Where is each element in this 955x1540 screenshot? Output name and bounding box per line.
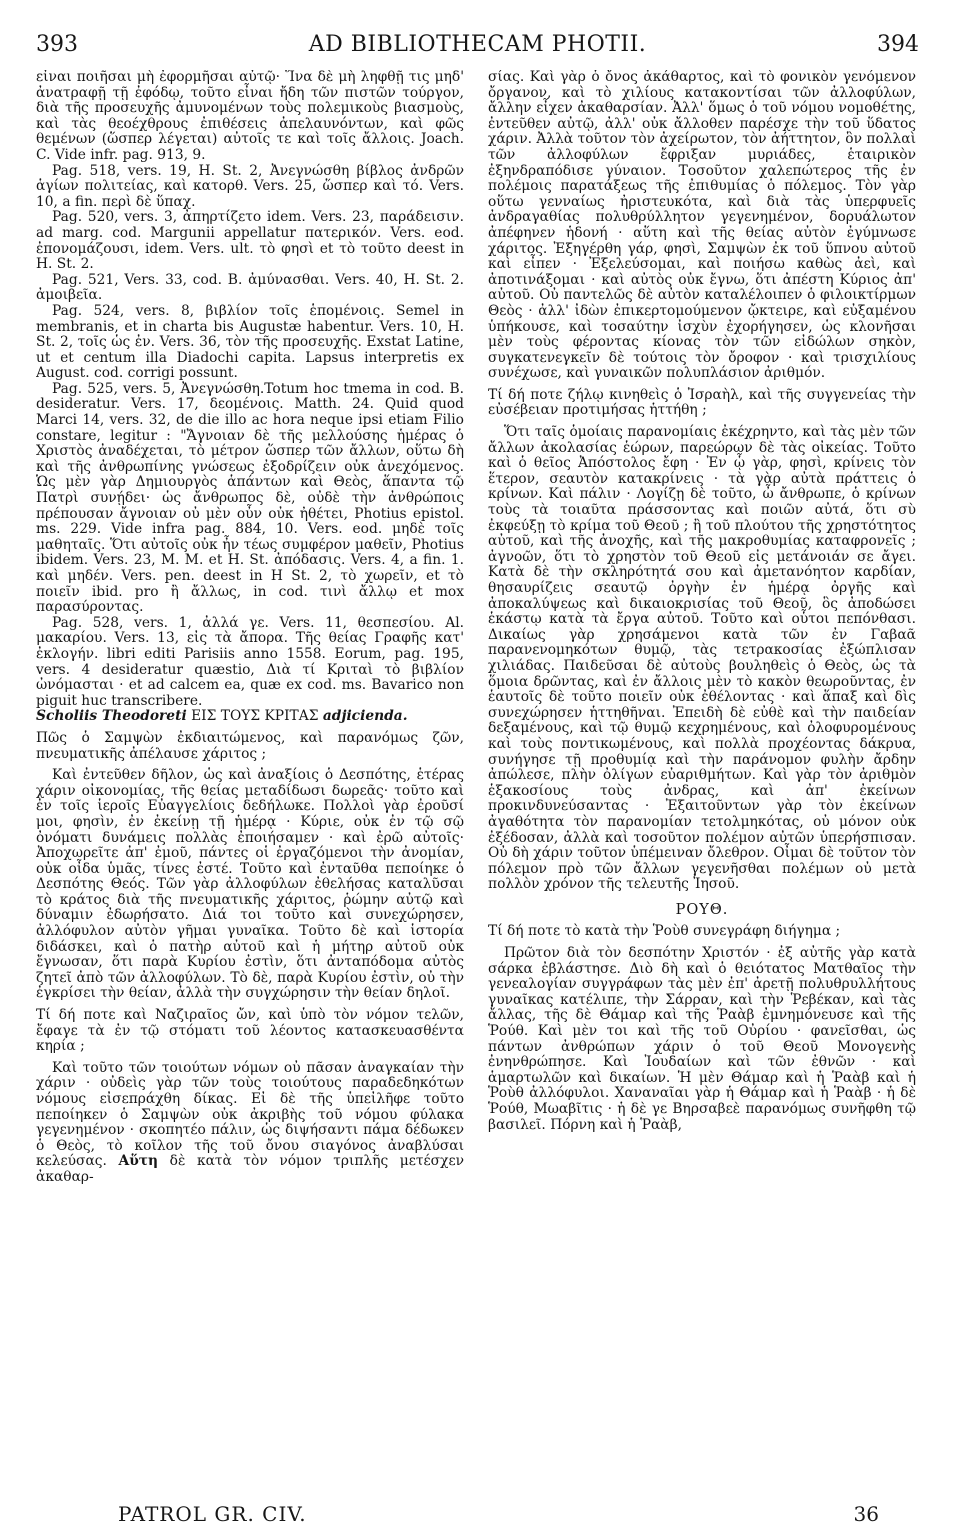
running-title: AD BIBLIOTHECAM PHOTII. bbox=[308, 32, 647, 57]
answer-ruth: Πρῶτον διὰ τὸν δεσπότην Χριστόν · ἐξ αὐτῆς γὰρ κατὰ σάρκα ἐβλάστησε. Διὸ δὴ καὶ ὁ θειότατος Ματθαῖος τὴν γενεαλογίαν συγγράφων τὰς μὲν ἐπ' ἀρετῇ πολυθρυλλήτους γυναῖκας κατέλιπε, τὴν Σάρραν, καὶ τὴν Ῥεβέκαν, καὶ τὰς ἄλλας, τῆς δὲ Θάμαρ καὶ τῆς Ῥαὰβ ἐμνημόνευσε καὶ τῆς Ῥούθ. Καὶ μὲν τοι καὶ τῆς τοῦ Οὐρίου · φανεῖσθαι, ὡς πάντων ἀνθρώπων χάριν ὁ τοῦ Θεοῦ Μονογενὴς ἐνηνθρώπησε. Καὶ Ἰουδαίων καὶ τῶν ἐθνῶν · καὶ ἁμαρτωλῶν καὶ δικαίων. Ἡ μὲν Θάμαρ καὶ ἡ Ῥαὰβ καὶ ἡ Ῥοὺθ ἀλλόφυλοι. Χαναναῖαι γὰρ ἡ Θάμαρ καὶ ἡ Ῥαὰβ · ἡ δὲ Ῥούθ, Μωαβῖτις · ἡ δὲ γε Βηρσαβεὲ παρανόμως συνῆφθη τῷ βασιλεῖ. Πόρνη καὶ ἡ Ῥαὰβ, bbox=[488, 945, 916, 1133]
section-heading-ruth: ΡΟΥΘ. bbox=[675, 901, 729, 918]
page-number-right: 394 bbox=[877, 32, 919, 57]
scholia-heading bbox=[36, 709, 464, 725]
left-paragraph-1: εἶναι ποιῆσαι μὴ ἐφορμῆσαι αὐτῷ· Ἵνα δὲ μὴ ληφθῇ τις μηδ' ἀνατραφῇ τῇ ἐφόδῳ, τοῦτο εἶναι ἤδη τῶν πιστῶν τούργον, διὰ τῆς προσευχῆς ἀμυνομένων τοὺς πολεμικοὺς βιασμοὺς, καὶ τὰς θεοέχθρους ἐπιθέσεις ἀπελαυνόντων, καὶ φῶς θεμένων (ὥσπερ λέγεται) αὐτοῖς τε καὶ τοῖς ἄλλοις. Joach. C. Vide infr. pag. 913, 9. bbox=[36, 70, 464, 163]
right-paragraph-1: σίας. Καὶ γὰρ ὁ ὄνος ἀκάθαρτος, καὶ τὸ φονικὸν γενόμενον ὄργανον, καὶ τὸ χιλίους κατακοντίσαι τῶν ἀλλοφύλων, ἄλλην εἶχεν ἀκαθαρσίαν. Ἀλλ' ὅμως ὁ τοῦ νόμου νομοθέτης, ἐντεῦθεν αὐτῷ, ἀλλ' οὐκ ἄλλοθεν παρέσχε τὴν τοῦ ὕδατος χάριν. Ἀλλὰ τοῦτον τὸν ἀχείρωτον, τὸν ἀήττητον, ὃν πολλαὶ τῶν ἀλλοφύλων ἔφριξαν μυριάδες, ἑταιρικὸν ἐξηνδραπόδισε γύναιον. Τοσοῦτον χαλεπώτερος τῆς ἐν πολέμοις παρατάξεως τῆς ἐπιθυμίας ὁ πόλεμος. Τὸν γὰρ οὕτω γενναίως ἠριστευκότα, καὶ διὰ τὰς ὑπερφυεῖς ἀνδραγαθίας πολυθρύλλητον γεγενημένον, δορυάλωτον ἀπέφηνεν ἡδονή · αὕτη καὶ τῆς θείας αὐτὸν ἐγύμνωσε χάριτος. Ἐξηγέρθη γάρ, φησὶ, Σαμψὼν ἐκ τοῦ ὕπνου αὐτοῦ καὶ εἶπεν · Ἐξελεύσομαι, καὶ ποιήσω καθὼς ἀεὶ, καὶ ἀποτινάξομαι · καὶ αὐτὸς οὐκ ἔγνω, ὅτι ἀπέστη Κύριος ἀπ' αὐτοῦ. Οὐ παντελῶς δὲ αὐτὸν καταλέλοιπεν ὁ φιλοικτίρμων Θεὸς · ἀλλ' ἰδὼν ἐπικερτομούμενον ᾤκτειρε, καὶ εὐξαμένου ὑπήκουσε, καὶ τοσαύτην ἰσχὺν ἐχορήγησεν, ὡς κλονῆσαι μὲν τοὺς φέροντας κίονας τὸν τῶν εἰδώλων σηκὸν, συγκατενεγκεῖν δὲ τούτοις τὸν ὄροφον · καὶ τρισχιλίους συνέχωσε, καὶ γυναικῶν πολυπλάσιον ἀριθμόν. bbox=[488, 70, 916, 382]
note-pag-528: Pag. 528, vers. 1, ἀλλά γε. Vers. 11, θεσπεσίου. Al. μακαρίου. Vers. 13, εἰς τὰ ἄπορα. Τῆς θείας Γραφῆς κατ' ἐκλογήν. libri editi Parisiis anno 1558. Eorum, pag. 195, vers. 4 desideratur quæstio, Διὰ τί Κριταὶ τὸ βιβλίον ὠνόμασται · et ad calcem ea, quæ ex cod. ms. Bavarico non piguit huc transcribere. bbox=[36, 614, 464, 709]
scholia-heading-lead: Scholiis Theodoreti bbox=[36, 708, 187, 725]
answer-nazirite-end: δὲ κατὰ τὸν νόμον τριπλῆς μετέσχεν ἀκαθαρ- bbox=[36, 1153, 464, 1185]
answer-nazirite bbox=[36, 1061, 464, 1186]
question-samson-grace: Πῶς ὁ Σαμψὼν ἐκδιαιτώμενος, καὶ παρανόμως ζῶν, πνευματικῆς ἀπέλαυσε χάριτος ; bbox=[36, 729, 464, 762]
page-footer bbox=[36, 1502, 919, 1532]
note-pag-521: Pag. 521, Vers. 33, cod. B. ἀμύνασθαι. Vers. 40, H. St. 2. ἀμοιβεῖα. bbox=[36, 271, 464, 304]
question-nazirite: Τί δή ποτε καὶ Ναζιραῖος ὤν, καὶ ὑπὸ τὸν νόμον τελῶν, ἔφαγε τὰ ἐν τῷ στόματι τοῦ λέοντος κατασκευασθέντα κηρία ; bbox=[36, 1007, 464, 1055]
answer-nazirite-text: Καὶ τοῦτο τῶν τοιούτων νόμων οὐ πᾶσαν ἀναγκαίαν τὴν χάριν · οὐδεὶς γὰρ τῶν τοὺς τοιούτους παραδεδηκότων νόμους εἰσεπράχθη δίκας. Εἰ δὲ τῆς ὑπεἰλῆφε τοῦτο πεποίηκεν ὁ Σαμψὼν οὐκ ἀκριβὴς τοῦ νόμου φύλακα γεγενημένον · σκοπητέο πάλιν, ὡς διψήσαντι πάμα δέδωκεν ὁ Θεὸς, τὸ κοῖλον τῆς τοῦ ὄνου σιαγόνος ἀναβλύσαι κελεύσας. bbox=[36, 1059, 464, 1170]
note-pag-525: Pag. 525, vers. 5, Ἀνεγνώσθη.Totum hoc tmema in cod. B. desideratur. Vers. 17, δεομένοις. Matth. 24. Quid quod Marci 14, vers. 32, de die illo ac hora neque ipsi etiam Filio constare, legitur : "Ἄγνοιαν δὲ τῆς μελλούσης ἡμέρας ὁ Χριστὸς ἀναδέχεται, τὸ μέτρον ὥσπερ τῶν ἄλλων, οὕτω δὴ καὶ τῆς ἀνθρωπίνης γνώσεως ἐξοδρίζειν οὐκ ἀνεχόμενος. Ὡς μὲν γὰρ Δημιουργὸς ἁπάντων καὶ Θεὸς, ἅπαντα τῷ Πατρὶ συνῄδει· ὡς ἄνθρωπος δὲ, οὐδὲ τὴν ἀνθρώποις πρέπουσαν ἄγνοιαν οὐ μὲν οὖν οὐκ ἠθέτει, Photius epistol. ms. 229. Vide infra pag. 884, 10. Vers. eod. μηδὲ τοῖς μαθηταῖς. Ὅτι αὐτοῖς οὐκ ἦν τέως συμφέρον μαθεῖν, Photius ibidem. Vers. 23, M. M. et H. St. ἀπόδασις. Vers. 4, a fin. 1. καὶ μηδέν. Vers. pen. deest in H St. 2, τὸ χωρεῖν, et τὸ ποιεῖν ibid. pro ἢ ἄλλως, in cod. τινὶ ἄλλῳ et mox παρασύροντας. bbox=[36, 380, 464, 616]
page-header bbox=[36, 20, 919, 60]
right-column bbox=[488, 70, 916, 1510]
scholia-heading-tail: adjicienda. bbox=[322, 708, 408, 725]
answer-samson-grace: Καὶ ἐντεῦθεν δῆλον, ὡς καὶ ἀναξίοις ὁ Δεσπότης, ἑτέρας χάριν οἰκονομίας, τῆς θείας μεταδίδωσι δωρεᾶς· τοῦτο καὶ ἐν τοῖς ἱεροῖς Εὐαγγελίοις δεδήλωκε. Πολλοὶ γὰρ ἐροῦσί μοι, φησὶν, ἐν ἐκείνῃ τῇ ἡμέρᾳ · Κύριε, οὐκ ἐν τῷ σῷ ὀνόματι δυνάμεις πολλὰς ἐποιήσαμεν · καὶ ἐρῶ αὐτοῖς· Ἀποχωρεῖτε ἀπ' ἐμοῦ, πάντες οἱ ἐργαζόμενοι τὴν ἀνομίαν, οὐκ οἶδα ὑμᾶς, τίνες ἐστέ. Τοῦτο καὶ ἐνταῦθα πεποίηκε ὁ Δεσπότης Θεός. Τῶν γὰρ ἀλλοφύλων ἐθελήσας καταλῦσαι τὸ κράτος διὰ τῆς πνευματικῆς χάριτος, ῥώμην αὐτῷ καὶ δύναμιν ἐδωρήσατο. Διά τοι τοῦτο καὶ συνεχώρησεν, ἀλλόφυλον αὐτὸν γῆμαι γυναῖκα. Τοῦτο δὲ καὶ ἱστορία διδάσκει, καὶ ὁ πατὴρ αὐτοῦ καὶ ἡ μήτηρ αὐτοῦ οὐκ ἔγνωσαν, ὅτι παρὰ Κυρίου ἐστὶν, ὅτι ἀνταπόδομα αὐτὸς ζητεῖ ἀπὸ τῶν ἀλλοφύλων. Τὸ δὲ, παρὰ Κυρίου ἐστὶν, οὐ τὴν ἐγκρίσει τὴν θείαν, ἀλλὰ τὴν συγχώρησιν τὴν θείαν δηλοῖ. bbox=[36, 767, 464, 1002]
footer-signature: PATROL GR. CIV. bbox=[118, 1502, 307, 1526]
note-pag-520: Pag. 520, vers. 3, ἀπηρτίζετο idem. Vers. 23, παράδεισιν. ad marg. cod. Margunii appellatur πατερικόν. Vers. eod. ἐπονομάζουσι, idem. Vers. ult. τὸ φησὶ et τὸ τοῦτο deest in H. St. 2. bbox=[36, 209, 464, 273]
left-column bbox=[36, 70, 464, 1510]
note-pag-518: Pag. 518, vers. 19, H. St. 2, Ἀνεγνώσθη βίβλος ἀνδρῶν ἁγίων πολιτείας, καὶ κατορθ. Vers. 25, ὥσπερ καὶ τό. Vers. 10, a fin. περὶ δὲ ὕπαχ. bbox=[36, 162, 464, 210]
note-pag-524: Pag. 524, vers. 8, βιβλίον τοῖς ἑπομένοις. Semel in membranis, et in charta bis Augustæ habentur. Vers. 10, H. St. 2, τοῖς ὡς ἐν. Vers. 36, τὸν τῆς προσευχῆς. Exstat Latine, ut et centum illa Diadochi capita. Lapsus interpretis ex August. cod. corrigi possunt. bbox=[36, 302, 464, 382]
footer-sheet-number: 36 bbox=[853, 1502, 879, 1526]
question-israel-defeat: Τί δή ποτε ζήλῳ κινηθεὶς ὁ Ἰσραὴλ, καὶ τῆς συγγενείας τὴν εὐσέβειαν προτιμήσας ἡττήθη ; bbox=[488, 386, 916, 419]
page-number-left: 393 bbox=[36, 32, 78, 57]
answer-nazirite-bold-word: Αὕτη bbox=[118, 1153, 159, 1170]
answer-israel-defeat: Ὅτι ταῖς ὁμοίαις παρανομίαις ἐκέχρηντο, καὶ τὰς μὲν τῶν ἄλλων ἀκολασίας ἑώρων, παρεώρων δὲ τὰς οἰκείας. Τοῦτο καὶ ὁ θεῖος Ἀπόστολος ἔφη · Ἐν ᾧ γὰρ, φησὶ, κρίνεις τὸν ἕτερον, σεαυτὸν κατακρίνεις · τὰ γὰρ αὐτὰ πράττεις ὁ κρίνων. Καὶ πάλιν · Λογίζῃ δὲ τοῦτο, ὦ ἄνθρωπε, ὁ κρίνων τοὺς τὰ τοιαῦτα πράσσοντας καὶ ποιῶν αὐτά, ὅτι σὺ ἐκφεύξῃ τὸ κρίμα τοῦ Θεοῦ ; ἢ τοῦ πλούτου τῆς χρηστότητος αὐτοῦ, καὶ τῆς ἀνοχῆς, καὶ τῆς μακροθυμίας καταφρονεῖς ; ἀγνοῶν, ὅτι τὸ χρηστὸν τοῦ Θεοῦ εἰς μετάνοιάν σε ἄγει. Κατὰ δὲ τὴν σκληρότητά σου καὶ ἀμετανόητον καρδίαν, θησαυρίζεις σεαυτῷ ὀργὴν ἐν ἡμέρᾳ ὀργῆς καὶ ἀποκαλύψεως καὶ δικαιοκρισίας τοῦ Θεοῦ, ὃς ἀποδώσει ἑκάστῳ κατὰ τὰ ἔργα αὐτοῦ. Τοῦτο καὶ οὗτοι πεπόνθασι. Δικαίως γὰρ χρησάμενοι κατὰ τῶν ἐν Γαβαᾶ παρανενομηκότων θυμῷ, τὰς τετρακοσίας ἐξώπλισαν χιλιάδας. Παιδεῦσαι δὲ αὐτοὺς βουληθεὶς ὁ Θεὸς, ὡς τὰ ὅμοια δρῶντας, καὶ ἐν ἄλλοις μὲν τὸ κακὸν θεωροῦντας, ἐν ἑαυτοῖς δὲ τοῦτο ποιεῖν οὐκ ἐθέλοντας · καὶ ἅπαξ καὶ δὶς συνεχώρησεν ἡττηθῆναι. Ἐπειδὴ δὲ εὐθὲ καὶ τὴν παιδείαν δεξαμένους, καὶ τῷ θυμῷ κεχρημένους, καὶ ὀλοφυρομένους καὶ τοὺς ποντικωμένους, καὶ πολλὰ προχέοντας δάκρυα, συνήγησε τῇ προθυμίᾳ καὶ τὴν παράνομον φυλὴν ἄρδην ἀπώλεσε, πλὴν ὀλίγων εὐαριθμήτων. Καὶ γὰρ τὸν ἀριθμὸν ἑξακοσίους τοὺς ἀνδρας, καὶ ἀπ' ἐκείνων προκινδυνεύσαντας · Ἐξαιτοῦντων γὰρ τὸν ἐκείνων ἀγαθότητα τὸν παρανομίαν τετολμηκότας, οὐ μόνον οὐκ ἐξέδοσαν, ἀλλὰ καὶ τοσοῦτον πολέμον αὐτῶν ὑπερήσπισαν. Οὐ δὴ χάριν τοῦτον ὑπέμειναν ὄλεθρον. Οἶμαι δὲ τοῦτον τὸν πόλεμον πρὸ τῶν ἄλλων γεγενῆσθαι πολέμων οὐ μετὰ πολλὸν χρόνον τῆς τελευτῆς Ἰησοῦ. bbox=[488, 424, 916, 893]
question-ruth: Τί δή ποτε τὸ κατὰ τὴν Ῥοὺθ συνεγράφη διήγημα ; bbox=[488, 923, 841, 940]
scholia-heading-greek: ΕΙΣ ΤΟΥΣ ΚΡΙΤΑΣ bbox=[186, 708, 323, 725]
